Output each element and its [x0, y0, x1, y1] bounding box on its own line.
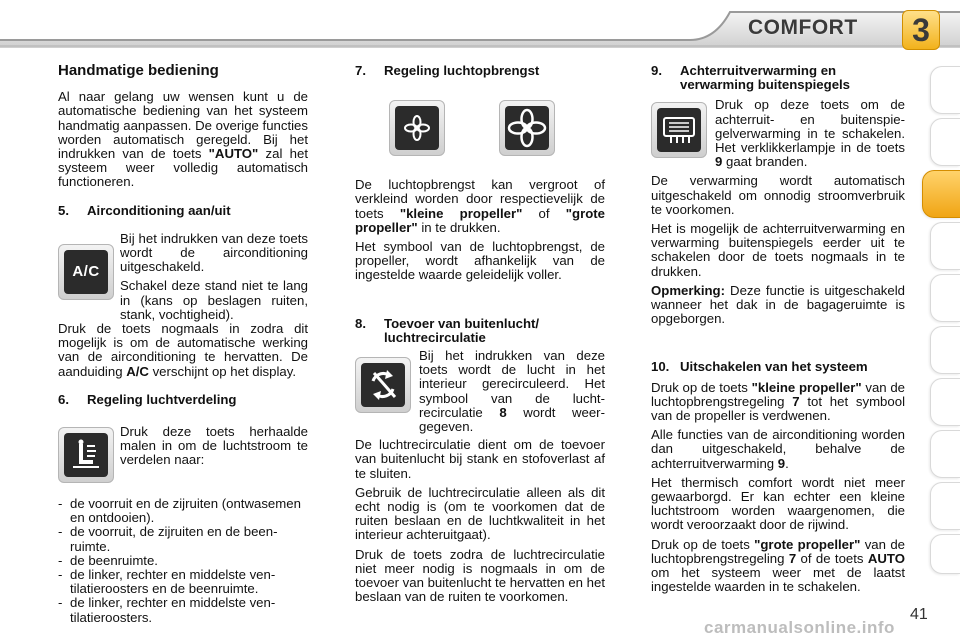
- chapter-badge: 3: [902, 10, 940, 50]
- intro-paragraph: Al naar gelang uw wensen kunt u de automatische bediening van het systeem handmatig aanpassen. De overige functies worden automatisch geregeld. Bij het indrukken van de toets "AUTO" zal het systeem weer volledig automatisch functioneren.: [58, 89, 308, 190]
- section-8-p3: Gebruik de luchtrecirculatie alleen als dit echt nodig is (om te voorkomen dat de ruiten beslaan en de luchtkwaliteit in het interieur achteruitgaat).: [355, 484, 605, 543]
- rear-defrost-button-icon: [651, 102, 707, 158]
- section-7-title: 7. Regeling luchtopbrengst: [355, 63, 540, 78]
- section-10-p2: Alle functies van de airconditioning worden dan uitgeschakeld, behalve de achterruitverwarming 9.: [651, 427, 905, 471]
- recirculation-button-icon: [355, 357, 411, 413]
- chapter-tab-active[interactable]: [922, 170, 960, 218]
- chapter-tab[interactable]: [930, 534, 960, 574]
- section-9-note: Opmerking: Deze functie is uitgeschakeld wanneer het dak in de bagageruimte is opgeborgen.: [651, 282, 905, 327]
- section-10-title: 10. Uitschakelen van het systeem: [651, 359, 868, 375]
- section-5-p2-start: Schakel deze stand niet te lang in (kans op beslagen ruiten, stank, vochtigheid).: [120, 278, 308, 322]
- section-heading: Handmatige bediening: [58, 62, 219, 79]
- section-9-p1: Druk op deze toets om de achterruit- en buitenspiegelverwarming in te schakelen. Het verklikkerlampje in de toets 9 gaat branden.: [715, 97, 905, 170]
- list-item: - de voorruit en de zijruiten (ontwasemen en ontdooien).: [58, 496, 301, 526]
- chapter-tab[interactable]: [930, 66, 960, 114]
- section-10-p3: Het thermisch comfort wordt niet meer gewaarborgd. Er kan echter een kleine luchtstroom worden waargenomen, die wordt veroorzaakt door de rijwind.: [651, 474, 905, 533]
- section-9-row: [651, 98, 905, 174]
- section-9-p3: Het is mogelijk de achterruitverwarming en verwarming buitenspiegels eerder uit te schakelen door de toets nogmaals in te drukken.: [651, 221, 905, 279]
- section-5-p3: Druk de toets nogmaals in zodra dit mogelijk is om de automatische werking van de airconditioning te hervatten. De aanduiding A/C verschijnt op het display.: [58, 321, 308, 379]
- column-1: [58, 58, 308, 625]
- list-item: - de linker, rechter en middelste ventilatieroosters en de beenruimte.: [58, 567, 276, 597]
- chapter-tab[interactable]: [930, 222, 960, 270]
- chapter-tab[interactable]: [930, 430, 960, 478]
- list-item: - de beenruimte.: [58, 552, 158, 568]
- page-title: COMFORT: [748, 16, 858, 39]
- section-7-p2: Het symbool van de luchtopbrengst, de propeller, wordt afhankelijk van de ingestelde waarde geleidelijk voller.: [355, 239, 605, 283]
- section-6-p1: Druk deze toets herhaalde malen in om de luchtstroom te verdelen naar:: [120, 424, 308, 468]
- list-item: - de linker, rechter en middelste ventilatieroosters.: [58, 595, 276, 625]
- section-10-p1: Druk op de toets "kleine propeller" van de luchtopbrengstregeling 7 tot het symbool van de propeller is verdwenen.: [651, 379, 905, 424]
- list-item: - de voorruit, de zijruiten en de beenruimte.: [58, 524, 278, 554]
- air-distribution-icon: [58, 427, 114, 483]
- small-propeller-icon: [404, 115, 430, 141]
- section-6-title: 6. Regeling luchtverdeling: [58, 391, 237, 407]
- chapter-tab[interactable]: [930, 274, 960, 322]
- page-number: 41: [910, 606, 928, 623]
- section-5-title: 5. Airconditioning aan/uit: [58, 202, 231, 218]
- section-5-row: [58, 232, 308, 322]
- section-8-p4: Druk de toets zodra de luchtrecirculatie niet meer nodig is nogmaals in om de toevoer van buitenlucht te hervatten en het beslaan van de ruiten te voorkomen.: [355, 546, 606, 605]
- column-3: [651, 58, 905, 600]
- watermark-text: carmanualsonline.info: [704, 618, 895, 637]
- section-6-row: [58, 425, 308, 483]
- section-5-p1: Bij het indrukken van deze toets wordt de airconditioning uitgeschakeld.: [120, 230, 308, 275]
- small-fan-button-icon: [389, 100, 445, 156]
- chapter-tab[interactable]: [930, 378, 960, 426]
- section-8-p2: De luchtrecirculatie dient om de toevoer van buitenlucht bij stank en stofoverlast af te sluiten.: [355, 437, 605, 481]
- ac-icon-label: A/C: [72, 262, 100, 280]
- recirculation-icon: [366, 368, 400, 402]
- chapter-tab[interactable]: [930, 482, 960, 530]
- section-10-p4: Druk op de toets "grote propeller" van de luchtopbrengstregeling 7 of de toets AUTO om het systeem weer met de laatst ingestelde waarden in te schakelen.: [651, 536, 905, 595]
- chapter-tab[interactable]: [930, 326, 960, 374]
- chapter-tabs: [926, 66, 960, 576]
- section-7-p1: De luchtopbrengst kan vergroot of verkleind worden door respectievelijk de toets "kleine propeller" of "grote propeller" in te drukken.: [355, 177, 605, 235]
- fan-icons-row: [389, 100, 605, 156]
- section-9-title: 9. Achterruitverwarming en verwarming buitenspiegels: [651, 63, 851, 93]
- ac-button-icon: [58, 244, 114, 300]
- large-fan-button-icon: [499, 100, 555, 156]
- section-9-p2: De verwarming wordt automatisch uitgeschakeld om onnodig stroomverbruik te voorkomen.: [651, 173, 905, 217]
- section-8-row: [355, 349, 605, 434]
- rear-window-defrost-icon: [661, 115, 697, 145]
- section-8-p1: Bij het indrukken van deze toets wordt de lucht in het interieur gerecirculeerd. Het symbool van de luchtrecirculatie 8 wordt weergegeven.: [419, 348, 605, 435]
- distribution-list: [58, 497, 308, 625]
- column-2: [355, 58, 605, 609]
- chapter-tab[interactable]: [930, 118, 960, 166]
- large-propeller-icon: [507, 108, 547, 148]
- section-8-title: 8. Toevoer van buitenlucht/ luchtrecirculatie: [355, 315, 540, 345]
- seat-airflow-icon: [69, 438, 103, 472]
